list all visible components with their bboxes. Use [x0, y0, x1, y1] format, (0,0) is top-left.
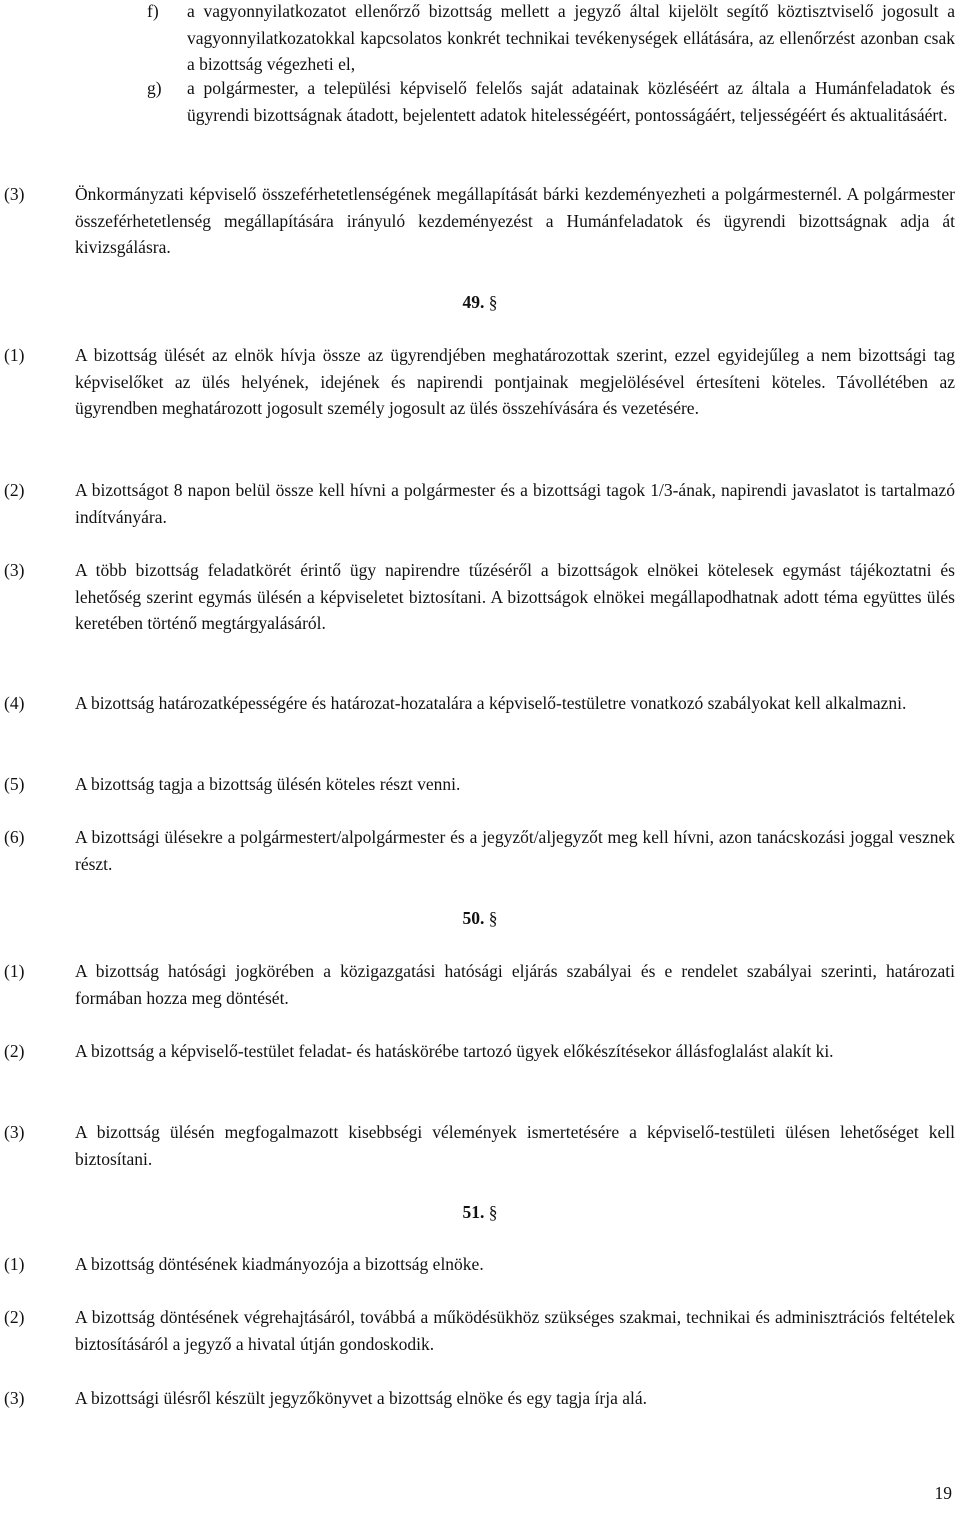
- section-symbol: §: [488, 908, 498, 928]
- paragraph-label: (3): [4, 1122, 25, 1142]
- paragraph-text: A bizottsági ülésekre a polgármestert/alpolgármester és a jegyzőt/aljegyzőt meg kell hívni, azon tanácskozási joggal vesznek részt.: [75, 827, 955, 874]
- section-heading-51: [0, 1199, 960, 1226]
- list-item-f: [0, 0, 955, 78]
- paragraph-label: (3): [4, 1388, 25, 1408]
- paragraph-label: (3): [4, 560, 25, 580]
- item-text: a polgármester, a települési képviselő felelős saját adatainak közléséért az általa a Humánfeladatok és ügyrendi bizottságnak átadott, bejelentett adatok hitelességéért, pontosságáért, teljességéért és aktualitásáért.: [187, 78, 955, 125]
- paragraph-49-6: [0, 824, 955, 877]
- paragraph-label: (1): [4, 1254, 25, 1274]
- paragraph-text: A bizottság ülését az elnök hívja össze az ügyrendjében meghatározottak szerint, ezzel egyidejűleg a nem bizottsági tag képviselőket az ülés helyének, idejének és napirendi pontjainak megjelölésével értesíteni köteles. Távollétében az ügyrendben meghatározott jogosult személy jogosult az ülés összehívására és vezetésére.: [75, 345, 955, 418]
- paragraph-51-3: [0, 1385, 955, 1412]
- paragraph-text: A bizottság döntésének kiadmányozója a bizottság elnöke.: [75, 1254, 484, 1274]
- paragraph-label: (6): [4, 827, 25, 847]
- paragraph-49-1: [0, 342, 955, 422]
- paragraph-text: A bizottság döntésének végrehajtásáról, továbbá a működésükhöz szükséges szakmai, technikai és adminisztrációs feltételek biztosításáról a jegyző a hivatal útján gondoskodik.: [75, 1307, 955, 1354]
- paragraph-text: A bizottság a képviselő-testület feladat- és hatáskörébe tartozó ügyek előkészítésekor állásfoglalást alakít ki.: [75, 1041, 834, 1061]
- paragraph-label: (1): [4, 345, 25, 365]
- paragraph-3-top: [0, 181, 955, 261]
- list-item-g: [0, 75, 955, 128]
- paragraph-text: A bizottság hatósági jogkörében a közigazgatási hatósági eljárás szabályai és e rendelet szabályai szerinti, határozati formában hozza meg döntését.: [75, 961, 955, 1008]
- page-number: 19: [934, 1483, 952, 1503]
- paragraph-text: A bizottság ülésén megfogalmazott kisebbségi vélemények ismertetésére a képviselő-testületi ülésen lehetőséget kell biztosítani.: [75, 1122, 955, 1169]
- item-label: g): [147, 78, 162, 98]
- paragraph-49-5: [0, 771, 955, 798]
- paragraph-label: (1): [4, 961, 25, 981]
- paragraph-50-2: [0, 1038, 955, 1065]
- paragraph-label: (2): [4, 1041, 25, 1061]
- section-number: 49.: [462, 292, 485, 312]
- paragraph-text: A bizottság határozatképességére és határozat-hozatalára a képviselő-testületre vonatkozó szabályokat kell alkalmazni.: [75, 693, 907, 713]
- paragraph-49-3: [0, 557, 955, 637]
- paragraph-label: (5): [4, 774, 25, 794]
- section-symbol: §: [488, 1202, 498, 1222]
- section-number: 51.: [462, 1202, 485, 1222]
- paragraph-49-2: [0, 477, 955, 530]
- paragraph-label: (4): [4, 693, 25, 713]
- section-symbol: §: [488, 292, 498, 312]
- paragraph-text: A bizottsági ülésről készült jegyzőkönyvet a bizottság elnöke és egy tagja írja alá.: [75, 1388, 647, 1408]
- paragraph-text: A több bizottság feladatkörét érintő ügy napirendre tűzéséről a bizottságok elnökei kötelesek egymást tájékoztatni és lehetőség szerint egymás ülésén a képviseletet biztosítani. A bizottságok elnökei megállapodhatnak adott téma együttes ülés keretében történő megtárgyalásáról.: [75, 560, 955, 633]
- paragraph-49-4: [0, 690, 955, 717]
- paragraph-51-2: [0, 1304, 955, 1357]
- item-text: a vagyonnyilatkozatot ellenőrző bizottság mellett a jegyző által kijelölt segítő köztisztviselő jogosult a vagyonnyilatkozatokkal kapcsolatos konkrét technikai tevékenységek ellátására, az ellenőrzést azonban csak a bizottság végezheti el,: [187, 1, 955, 74]
- paragraph-label: (3): [4, 184, 25, 204]
- item-label: f): [147, 1, 159, 21]
- paragraph-text: Önkormányzati képviselő összeférhetetlenségének megállapítását bárki kezdeményezheti a polgármesternél. A polgármester összeférhetetlenség megállapítására irányuló kezdeményezést a Humánfeladatok és ügyrendi bizottságnak adja át kivizsgálásra.: [75, 184, 955, 257]
- paragraph-label: (2): [4, 1307, 25, 1327]
- paragraph-51-1: [0, 1251, 955, 1278]
- paragraph-50-3: [0, 1119, 955, 1172]
- section-number: 50.: [462, 908, 485, 928]
- section-heading-50: [0, 905, 960, 932]
- paragraph-text: A bizottságot 8 napon belül össze kell hívni a polgármester és a bizottsági tagok 1/3-ának, napirendi javaslatot is tartalmazó indítványára.: [75, 480, 955, 527]
- section-heading-49: [0, 289, 960, 316]
- paragraph-label: (2): [4, 480, 25, 500]
- paragraph-50-1: [0, 958, 955, 1011]
- paragraph-text: A bizottság tagja a bizottság ülésén köteles részt venni.: [75, 774, 461, 794]
